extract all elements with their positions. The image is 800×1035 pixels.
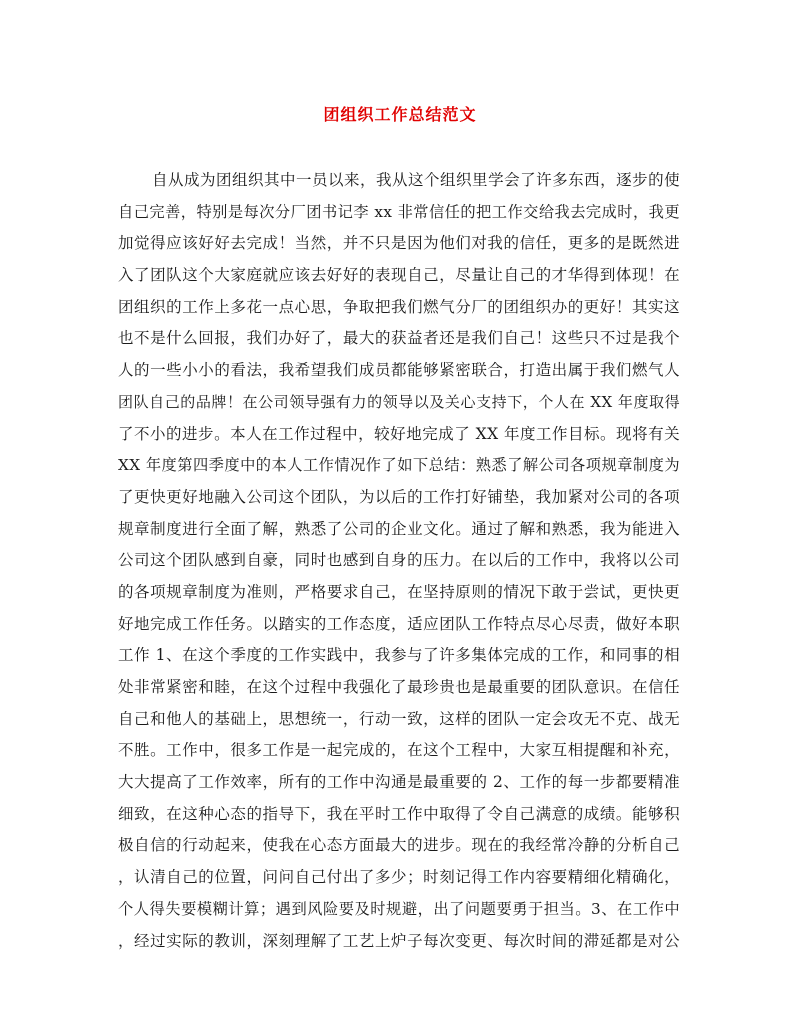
body-line: 不胜。工作中，很多工作是一起完成的，在这个工程中，大家互相提醒和补充， [118, 741, 680, 760]
body-line: 工作 1、在这个季度的工作实践中，我参与了许多集体完成的工作，和同事的相 [118, 646, 680, 665]
body-line: 处非常紧密和睦，在这个过程中我强化了最珍贵也是最重要的团队意识。在信任 [118, 678, 680, 696]
body-line: ，认清自己的位置，问问自己付出了多少；时刻记得工作内容要精细化精确化， [118, 868, 680, 887]
body-line: 入了团队这个大家庭就应该去好好的表现自己，尽量让自己的才华得到体现！在 [118, 266, 680, 285]
body-line: 团组织的工作上多花一点心思，争取把我们燃气分厂的团组织办的更好！其实这 [118, 297, 680, 316]
body-line: 规章制度进行全面了解，熟悉了公司的企业文化。通过了解和熟悉，我为能进入 [118, 519, 680, 538]
document-title: 团组织工作总结范文 [323, 105, 477, 124]
body-line: 公司这个团队感到自豪，同时也感到自身的压力。在以后的工作中，我将以公司 [118, 551, 680, 570]
body-line: 的各项规章制度为准则，严格要求自己，在坚持原则的情况下敢于尝试，更快更 [118, 582, 680, 601]
body-line: 加觉得应该好好去完成！当然，并不只是因为他们对我的信任，更多的是既然进 [118, 234, 680, 253]
body-line: 了不小的进步。本人在工作过程中，较好地完成了 XX 年度工作目标。现将有关 [118, 424, 680, 443]
body-line: 个人得失要模糊计算；遇到风险要及时规避，出了问题要勇于担当。3、在工作中 [118, 899, 680, 918]
body-line: 也不是什么回报，我们办好了，最大的获益者还是我们自己！这些只不过是我个 [118, 329, 680, 348]
body-line: 大大提高了工作效率，所有的工作中沟通是最重要的 2、工作的每一步都要精准 [118, 773, 680, 792]
document-body [118, 165, 680, 957]
body-line: 自己和他人的基础上，思想统一，行动一致，这样的团队一定会攻无不克、战无 [118, 709, 680, 728]
body-line: 了更快更好地融入公司这个团队，为以后的工作打好铺垫，我加紧对公司的各项 [118, 487, 680, 506]
body-line: 细致，在这种心态的指导下，我在平时工作中取得了令自己满意的成绩。能够积 [118, 804, 680, 823]
body-line: 人的一些小小的看法，我希望我们成员都能够紧密联合，打造出属于我们燃气人 [118, 361, 680, 380]
body-line: 自从成为团组织其中一员以来，我从这个组织里学会了许多东西，逐步的使 [152, 171, 680, 189]
body-line: 团队自己的品牌！在公司领导强有力的领导以及关心支持下，个人在 XX 年度取得 [118, 392, 680, 411]
body-line: ，经过实际的教训，深刻理解了工艺上炉子每次变更、每次时间的滞延都是对公 [118, 931, 680, 950]
body-line: 自己完善，特别是每次分厂团书记李 xx 非常信任的把工作交给我去完成时，我更 [118, 202, 680, 221]
body-line: 好地完成工作任务。以踏实的工作态度，适应团队工作特点尽心尽责，做好本职 [118, 614, 680, 633]
body-line: 极自信的行动起来，使我在心态方面最大的进步。现在的我经常冷静的分析自己 [118, 836, 680, 855]
body-line: XX 年度第四季度中的本人工作情况作了如下总结：熟悉了解公司各项规章制度为 [118, 456, 680, 475]
